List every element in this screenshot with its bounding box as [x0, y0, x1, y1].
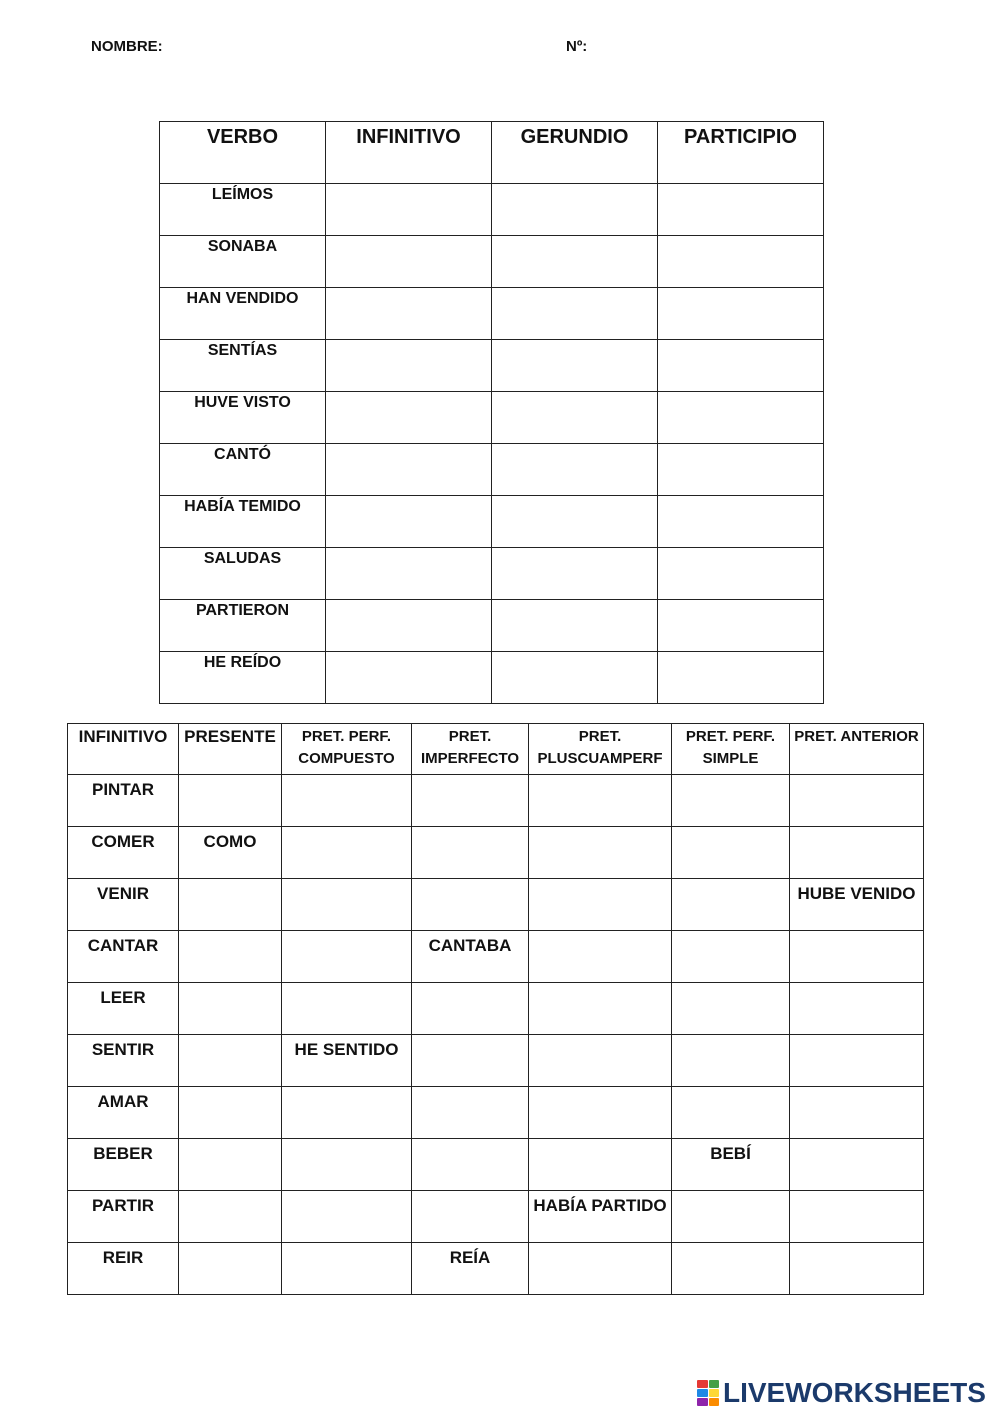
table2-answer-cell[interactable]: [790, 1087, 924, 1139]
table2-answer-cell[interactable]: [672, 879, 790, 931]
table2-answer-cell[interactable]: [179, 1087, 282, 1139]
table2-answer-cell[interactable]: [790, 1243, 924, 1295]
table2-answer-cell[interactable]: [412, 1139, 529, 1191]
table1-header-cell: PARTICIPIO: [658, 122, 824, 184]
table-row: [160, 444, 824, 496]
table-row: [160, 600, 824, 652]
table1-answer-cell[interactable]: [326, 340, 492, 392]
verb-forms-table: [159, 121, 824, 704]
table2-answer-cell[interactable]: [179, 1035, 282, 1087]
table-row: [68, 1243, 924, 1295]
table2-header-cell: INFINITIVO: [68, 724, 179, 775]
table1-answer-cell[interactable]: [492, 600, 658, 652]
table1-answer-cell[interactable]: [326, 496, 492, 548]
table-header-row: [68, 724, 924, 775]
table2-answer-cell[interactable]: [529, 983, 672, 1035]
table2-header-cell: PRET. PERF. COMPUESTO: [282, 724, 412, 775]
table2-verb-cell: VENIR: [68, 879, 179, 931]
table1-verb-cell: PARTIERON: [160, 600, 326, 652]
table2-answer-cell[interactable]: [790, 1139, 924, 1191]
table2-answer-cell[interactable]: [672, 775, 790, 827]
table2-header-cell: PRET. ANTERIOR: [790, 724, 924, 775]
table1-answer-cell[interactable]: [326, 236, 492, 288]
table1-verb-cell: HUVE VISTO: [160, 392, 326, 444]
table1-answer-cell[interactable]: [326, 652, 492, 704]
table2-answer-cell[interactable]: [790, 983, 924, 1035]
table1-verb-cell: SENTÍAS: [160, 340, 326, 392]
table2-verb-cell: CANTAR: [68, 931, 179, 983]
table-row: [68, 1087, 924, 1139]
table2-answer-cell[interactable]: [672, 827, 790, 879]
table2-answer-cell[interactable]: [790, 827, 924, 879]
table2-answer-cell[interactable]: [282, 1139, 412, 1191]
table-row: [68, 983, 924, 1035]
table2-answer-cell[interactable]: [179, 1191, 282, 1243]
table1-answer-cell[interactable]: [658, 236, 824, 288]
table-row: [160, 652, 824, 704]
table1-answer-cell[interactable]: [492, 392, 658, 444]
table1-verb-cell: CANTÓ: [160, 444, 326, 496]
table2-answer-cell[interactable]: [412, 1087, 529, 1139]
logo-square: [697, 1380, 708, 1388]
table2-answer-cell[interactable]: [179, 1243, 282, 1295]
logo-square: [709, 1398, 720, 1406]
table2-verb-cell: REIR: [68, 1243, 179, 1295]
table2-answer-cell[interactable]: [790, 775, 924, 827]
table2-answer-cell[interactable]: [179, 775, 282, 827]
table1-answer-cell[interactable]: [326, 184, 492, 236]
table-row: [68, 1139, 924, 1191]
table2-answer-cell[interactable]: [282, 827, 412, 879]
table2-header-cell: PRESENTE: [179, 724, 282, 775]
name-label: NOMBRE:: [91, 38, 163, 55]
logo-square: [697, 1389, 708, 1397]
table1-answer-cell[interactable]: [492, 288, 658, 340]
liveworksheets-logo: [697, 1378, 986, 1408]
table-row: [68, 827, 924, 879]
table-row: [160, 548, 824, 600]
table1-answer-cell[interactable]: [658, 340, 824, 392]
table1-header-cell: INFINITIVO: [326, 122, 492, 184]
table1-answer-cell[interactable]: [492, 444, 658, 496]
table2-verb-cell: SENTIR: [68, 1035, 179, 1087]
table2-answer-cell[interactable]: [282, 983, 412, 1035]
table-row: [160, 392, 824, 444]
table1-answer-cell[interactable]: [658, 652, 824, 704]
table2-answer-cell[interactable]: [282, 1087, 412, 1139]
table2-answer-cell[interactable]: [282, 879, 412, 931]
table1-verb-cell: SONABA: [160, 236, 326, 288]
table2-answer-cell[interactable]: [412, 879, 529, 931]
logo-mark-icon: [697, 1380, 719, 1406]
table2-header-cell: PRET. PERF. SIMPLE: [672, 724, 790, 775]
table1-answer-cell[interactable]: [326, 288, 492, 340]
table1-answer-cell[interactable]: [658, 444, 824, 496]
table-row: [68, 931, 924, 983]
table2-verb-cell: PARTIR: [68, 1191, 179, 1243]
table-row: [68, 879, 924, 931]
table2-answer-cell[interactable]: HUBE VENIDO: [790, 879, 924, 931]
table2-answer-cell[interactable]: HE SENTIDO: [282, 1035, 412, 1087]
table2-answer-cell[interactable]: [412, 983, 529, 1035]
table1-verb-cell: HE REÍDO: [160, 652, 326, 704]
table-row: [160, 288, 824, 340]
table2-answer-cell[interactable]: [529, 931, 672, 983]
table2-header-cell: PRET. PLUSCUAMPERF: [529, 724, 672, 775]
table1-verb-cell: SALUDAS: [160, 548, 326, 600]
table-row: [160, 236, 824, 288]
table1-answer-cell[interactable]: [326, 600, 492, 652]
logo-square: [709, 1380, 720, 1388]
table2-answer-cell[interactable]: [529, 1243, 672, 1295]
table1-answer-cell[interactable]: [492, 548, 658, 600]
table1-answer-cell[interactable]: [658, 496, 824, 548]
table2-answer-cell[interactable]: [412, 775, 529, 827]
table2-answer-cell[interactable]: [529, 827, 672, 879]
table2-answer-cell[interactable]: [412, 1035, 529, 1087]
table2-answer-cell[interactable]: [672, 1035, 790, 1087]
table-row: [68, 1191, 924, 1243]
table2-answer-cell[interactable]: [672, 1191, 790, 1243]
table2-answer-cell[interactable]: COMO: [179, 827, 282, 879]
table2-answer-cell[interactable]: [672, 983, 790, 1035]
table2-answer-cell[interactable]: HABÍA PARTIDO: [529, 1191, 672, 1243]
number-label: Nº:: [566, 38, 588, 55]
table2-answer-cell[interactable]: [790, 1191, 924, 1243]
table2-answer-cell[interactable]: CANTABA: [412, 931, 529, 983]
table2-answer-cell[interactable]: [790, 931, 924, 983]
table2-verb-cell: PINTAR: [68, 775, 179, 827]
table2-answer-cell[interactable]: [529, 879, 672, 931]
table1-answer-cell[interactable]: [658, 184, 824, 236]
table2-answer-cell[interactable]: [179, 1139, 282, 1191]
table2-answer-cell[interactable]: [790, 1035, 924, 1087]
table1-header-cell: VERBO: [160, 122, 326, 184]
table2-answer-cell[interactable]: [412, 827, 529, 879]
table2-answer-cell[interactable]: [529, 1087, 672, 1139]
table1-answer-cell[interactable]: [658, 548, 824, 600]
table-row: [68, 1035, 924, 1087]
table1-answer-cell[interactable]: [326, 392, 492, 444]
table2-answer-cell[interactable]: [179, 983, 282, 1035]
table-row: [160, 496, 824, 548]
table2-answer-cell[interactable]: [282, 1243, 412, 1295]
table2-answer-cell[interactable]: BEBÍ: [672, 1139, 790, 1191]
table2-answer-cell[interactable]: [412, 1191, 529, 1243]
table1-answer-cell[interactable]: [658, 392, 824, 444]
table1-header-cell: GERUNDIO: [492, 122, 658, 184]
table2-answer-cell[interactable]: [672, 1087, 790, 1139]
table1-answer-cell[interactable]: [326, 548, 492, 600]
table1-answer-cell[interactable]: [492, 652, 658, 704]
table2-verb-cell: LEER: [68, 983, 179, 1035]
table-row: [68, 775, 924, 827]
table-row: [160, 340, 824, 392]
table1-answer-cell[interactable]: [492, 340, 658, 392]
conjugation-table: [67, 723, 924, 1295]
table1-answer-cell[interactable]: [326, 444, 492, 496]
table2-answer-cell[interactable]: [672, 1243, 790, 1295]
table2-answer-cell[interactable]: [282, 931, 412, 983]
table2-answer-cell[interactable]: [529, 1139, 672, 1191]
table2-verb-cell: BEBER: [68, 1139, 179, 1191]
table1-answer-cell[interactable]: [492, 496, 658, 548]
table2-verb-cell: AMAR: [68, 1087, 179, 1139]
table1-verb-cell: HAN VENDIDO: [160, 288, 326, 340]
table2-answer-cell[interactable]: REÍA: [412, 1243, 529, 1295]
table2-answer-cell[interactable]: [672, 931, 790, 983]
table1-verb-cell: HABÍA TEMIDO: [160, 496, 326, 548]
logo-square: [697, 1398, 708, 1406]
logo-square: [709, 1389, 720, 1397]
table2-header-cell: PRET. IMPERFECTO: [412, 724, 529, 775]
table2-answer-cell[interactable]: [282, 775, 412, 827]
table2-answer-cell[interactable]: [179, 879, 282, 931]
table1-answer-cell[interactable]: [658, 288, 824, 340]
table1-answer-cell[interactable]: [658, 600, 824, 652]
table2-verb-cell: COMER: [68, 827, 179, 879]
table1-verb-cell: LEÍMOS: [160, 184, 326, 236]
table1-answer-cell[interactable]: [492, 236, 658, 288]
table2-answer-cell[interactable]: [179, 931, 282, 983]
table2-answer-cell[interactable]: [529, 1035, 672, 1087]
table-row: [160, 184, 824, 236]
table1-answer-cell[interactable]: [492, 184, 658, 236]
brand-name: LIVEWORKSHEETS: [723, 1377, 986, 1408]
table-header-row: [160, 122, 824, 184]
table2-answer-cell[interactable]: [529, 775, 672, 827]
table2-answer-cell[interactable]: [282, 1191, 412, 1243]
